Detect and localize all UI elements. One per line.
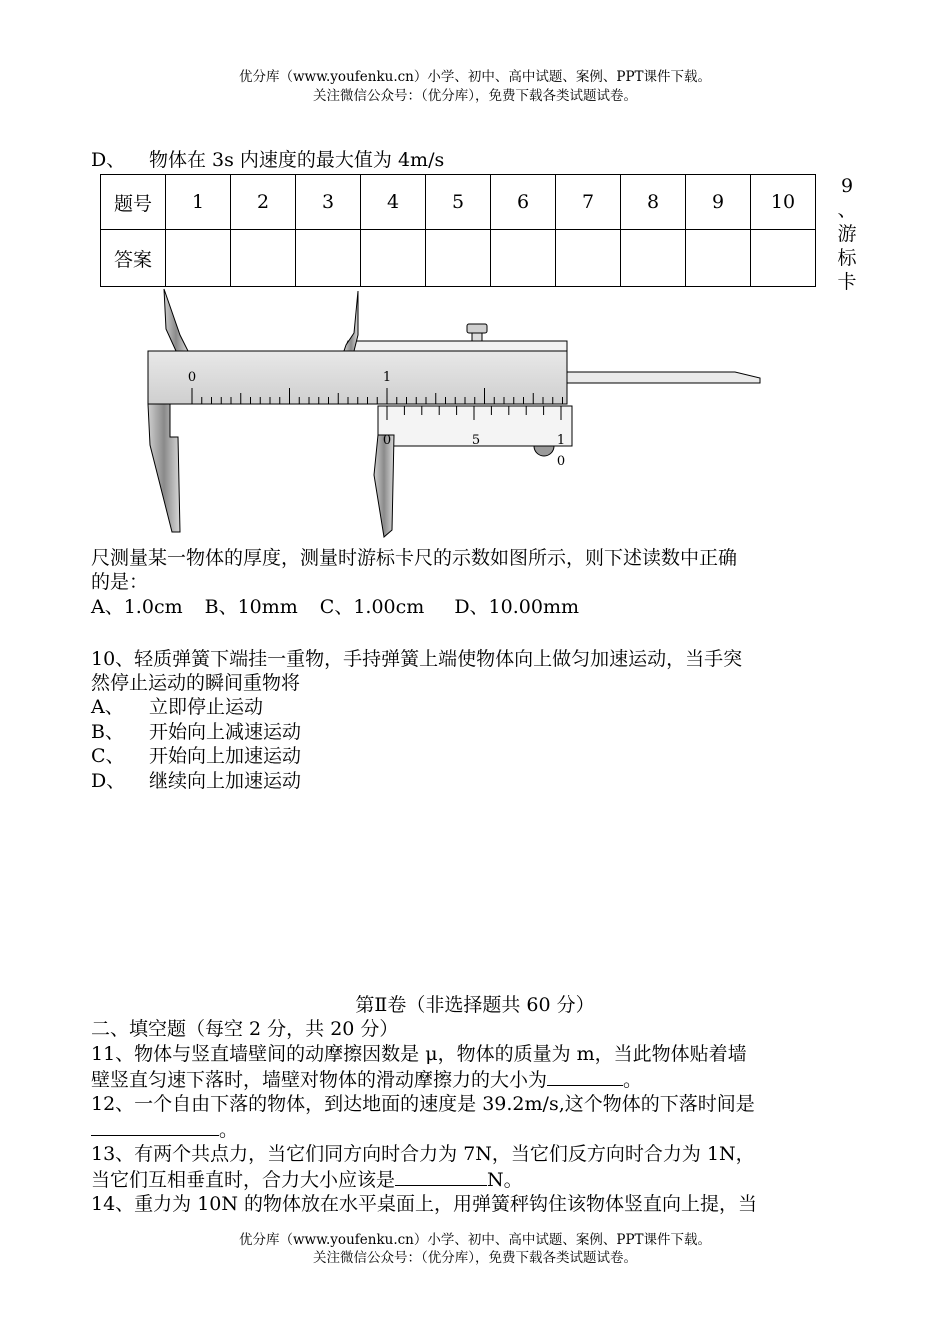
page-footer-line1: 优分库（www.youfenku.cn）小学、初中、高中试题、案例、PPT课件下载。 (238, 1232, 712, 1248)
slider-top-rail (344, 341, 567, 351)
q8-option-d (91, 148, 444, 172)
q11-end: 。 (623, 1069, 643, 1091)
q9-options (91, 595, 579, 619)
page-header-line1: 优分库（www.youfenku.cn）小学、初中、高中试题、案例、PPT课件下载。 (238, 69, 712, 85)
vernier-label-0: 0 (382, 433, 392, 448)
q9-option-d: D、10.00mm (454, 596, 579, 618)
q9-option-c: C、1.00cm (319, 596, 425, 618)
answer-table-answer-row (101, 230, 816, 287)
vernier-label-10b: 0 (556, 454, 566, 469)
q10-option-c (91, 744, 301, 768)
q10-option-b (91, 720, 301, 744)
q11-answer-blank[interactable] (547, 1067, 623, 1086)
q9-side-text (836, 174, 858, 294)
question-number-cell: 7 (556, 175, 621, 230)
answer-table-number-row (101, 175, 816, 230)
question-number-cell: 5 (426, 175, 491, 230)
question-number-cell: 4 (361, 175, 426, 230)
q9-stem-line1: 尺测量某一物体的厚度，测量时游标卡尺的示数如图所示，则下述读数中正确 (91, 547, 738, 569)
q10-option-a-text: 立即停止运动 (149, 696, 264, 718)
q13-line1: 13、有两个共点力，当它们同方向时合力为 7N，当它们反方向时合力为 1N， (91, 1143, 755, 1165)
q9-option-b: B、10mm (204, 596, 298, 618)
question-number-cell: 1 (166, 175, 231, 230)
q12-line1: 12、一个自由下落的物体，到达地面的速度是 39.2m/s,这个物体的下落时间是 (91, 1093, 755, 1115)
main-scale-label-1: 1 (382, 370, 392, 385)
q11-line2-text: 壁竖直匀速下落时，墙壁对物体的滑动摩擦力的大小为 (91, 1069, 548, 1091)
answer-table-row2-label: 答案 (101, 230, 166, 287)
question-number-cell: 2 (231, 175, 296, 230)
answer-cell[interactable] (686, 230, 751, 287)
main-scale-beam (148, 351, 567, 404)
q10-option-a (91, 695, 263, 719)
depth-rod (567, 372, 760, 383)
question-number-cell: 6 (491, 175, 556, 230)
q11-line1: 11、物体与竖直墙壁间的动摩擦因数是 μ，物体的质量为 m，当此物体贴着墙 (91, 1043, 747, 1065)
answer-cell[interactable] (621, 230, 686, 287)
answer-table (100, 174, 816, 287)
vernier-label-5: 5 (471, 433, 481, 448)
q10-stem-line2: 然停止运动的瞬间重物将 (91, 672, 301, 694)
answer-cell[interactable] (296, 230, 361, 287)
q10-option-b-text: 开始向上减速运动 (149, 721, 302, 743)
q8-option-d-label: D、 (91, 149, 126, 171)
moving-upper-jaw (344, 291, 358, 351)
q12-line2 (91, 1117, 238, 1142)
answer-cell[interactable] (491, 230, 556, 287)
q9-stem-line2: 的是： (91, 571, 149, 593)
fixed-upper-jaw (164, 289, 188, 351)
main-scale-label-0: 0 (187, 370, 197, 385)
vernier-label-10a: 1 (556, 433, 566, 448)
q9-option-a: A、1.0cm (91, 596, 183, 618)
q10-option-d (91, 769, 301, 793)
q10-option-a-label: A、 (91, 696, 124, 718)
question-number-cell: 10 (751, 175, 816, 230)
part2-title: 第Ⅱ卷（非选择题共 60 分） (355, 994, 595, 1016)
q10-option-c-label: C、 (91, 745, 125, 767)
question-number-cell: 8 (621, 175, 686, 230)
answer-cell[interactable] (751, 230, 816, 287)
q13-line2-text: 当它们互相垂直时，合力大小应该是 (91, 1169, 396, 1191)
lock-screw-stem (472, 333, 482, 341)
thumb-wheel (534, 446, 554, 456)
vernier-caliper-figure (140, 285, 770, 540)
q10-option-d-label: D、 (91, 770, 126, 792)
q13-answer-blank[interactable] (395, 1167, 487, 1186)
q9-side-char: 标 (837, 247, 857, 269)
answer-cell[interactable] (361, 230, 426, 287)
question-number-cell: 3 (296, 175, 361, 230)
section-heading: 二、填空题（每空 2 分，共 20 分） (91, 1018, 399, 1040)
answer-cell[interactable] (231, 230, 296, 287)
q12-answer-blank[interactable] (91, 1117, 219, 1136)
q10-stem-line1: 10、轻质弹簧下端挂一重物，手持弹簧上端使物体向上做匀加速运动，当手突 (91, 648, 743, 670)
fixed-lower-jaw (148, 404, 180, 532)
q9-side-char: 卡 (837, 271, 857, 293)
answer-cell[interactable] (556, 230, 621, 287)
q13-line2 (91, 1167, 523, 1192)
q13-end: N。 (487, 1169, 523, 1191)
answer-cell[interactable] (166, 230, 231, 287)
q12-end: 。 (219, 1119, 239, 1141)
page-header-line2: 关注微信公众号：（优分库），免费下载各类试题试卷。 (313, 88, 637, 104)
q10-option-d-text: 继续向上加速运动 (149, 770, 302, 792)
question-number-cell: 9 (686, 175, 751, 230)
q11-line2 (91, 1067, 642, 1092)
q9-side-char: 、 (837, 199, 857, 221)
q9-side-char: 9 (840, 175, 854, 197)
moving-lower-jaw (374, 435, 394, 537)
q8-option-d-text: 物体在 3s 内速度的最大值为 4m/s (149, 149, 445, 171)
lock-screw-head (467, 324, 487, 333)
q14-line1: 14、重力为 10N 的物体放在水平桌面上，用弹簧秤钩住该物体竖直向上提，当 (91, 1193, 758, 1215)
answer-cell[interactable] (426, 230, 491, 287)
q10-option-b-label: B、 (91, 721, 124, 743)
page-footer-line2: 关注微信公众号：（优分库），免费下载各类试题试卷。 (313, 1250, 637, 1266)
q9-side-char: 游 (837, 223, 857, 245)
q10-option-c-text: 开始向上加速运动 (149, 745, 302, 767)
answer-table-row1-label: 题号 (101, 175, 166, 230)
